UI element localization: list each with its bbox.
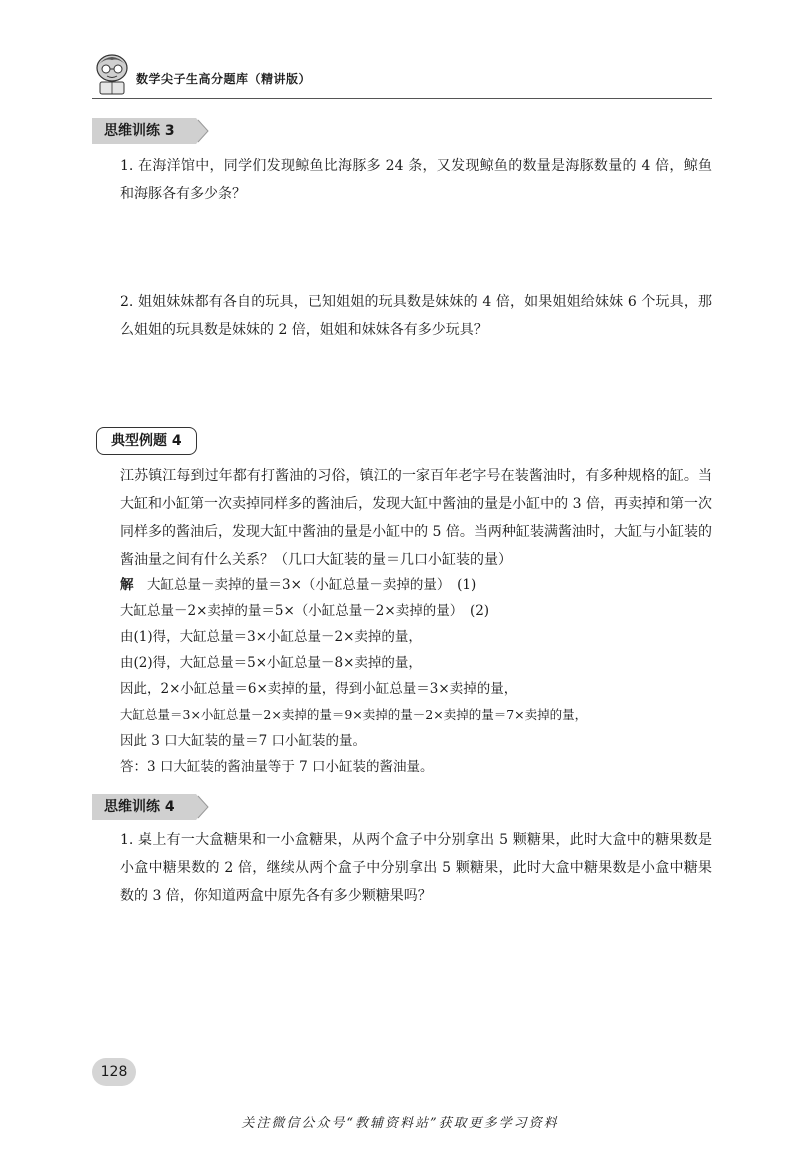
section-tag-training-4: 思维训练 4 — [92, 794, 187, 820]
solution-line-3: 由(1)得，大缸总量＝3×小缸总量－2×卖掉的量， — [120, 629, 422, 645]
question-1-text: 1. 在海洋馆中，同学们发现鲸鱼比海豚多 24 条，又发现鲸鱼的数量是海豚数量的 4 倍，鲸鱼和海豚各有多少条？ — [120, 158, 712, 202]
answer-line: 答：3 口大缸装的酱油量等于 7 口小缸装的酱油量。 — [120, 759, 434, 775]
solution-line-6: 大缸总量＝3×小缸总量－2×卖掉的量＝9×卖掉的量－2×卖掉的量＝7×卖掉的量， — [120, 707, 588, 722]
mascot-icon — [92, 52, 132, 98]
example-problem-text: 江苏镇江每到过年都有打酱油的习俗，镇江的一家百年老字号在装酱油时，有多种规格的缸。当大缸和小缸第一次卖掉同样多的酱油后，发现大缸中酱油的量是小缸中的 3 倍，再卖掉和第一次同样多的酱油后，发现大缸中酱油的量是小缸中的 5 倍。当两种缸装满酱油时，大缸与小缸装的酱油量之间有什么关系？（几口大缸装的量＝几口小缸装的量） — [120, 468, 712, 568]
solution-line-2: 大缸总量－2×卖掉的量＝5×（小缸总量－2×卖掉的量） (2) — [120, 603, 490, 619]
question-2 — [92, 288, 712, 344]
solution-label: 解 — [120, 577, 134, 593]
header-title: 数学尖子生高分题库（精讲版） — [136, 72, 312, 86]
header-divider — [92, 98, 712, 99]
question-2-text: 2. 姐姐妹妹都有各自的玩具，已知姐姐的玩具数是妹妹的 4 倍，如果姐姐给妹妹 6 个玩具，那么姐姐的玩具数是妹妹的 2 倍，姐姐和妹妹各有多少玩具？ — [120, 294, 712, 338]
solution-line-4: 由(2)得，大缸总量＝5×小缸总量－8×卖掉的量， — [120, 655, 422, 671]
page-header — [92, 52, 712, 100]
solution-line-1: 解 大缸总量－卖掉的量＝3×（小缸总量－卖掉的量） (1) — [120, 577, 477, 593]
question-3 — [92, 826, 712, 910]
example-tag: 典型例题 4 — [96, 427, 197, 455]
tag-arrow-icon — [186, 794, 210, 820]
page-number: 128 — [92, 1058, 136, 1086]
example-problem — [92, 462, 712, 574]
question-1 — [92, 152, 712, 208]
solution-line-5: 因此，2×小缸总量＝6×卖掉的量，得到小缸总量＝3×卖掉的量， — [120, 681, 518, 697]
solution-line-7: 因此 3 口大缸装的量＝7 口小缸装的量。 — [120, 733, 367, 749]
question-3-text: 1. 桌上有一大盒糖果和一小盒糖果，从两个盒子中分别拿出 5 颗糖果，此时大盒中的糖果数是小盒中糖果数的 2 倍，继续从两个盒子中分别拿出 5 颗糖果，此时大盒中糖果数是小盒中糖果数的 3 倍，你知道两盒中原先各有多少颗糖果吗？ — [120, 832, 712, 904]
section-tag-training-3: 思维训练 3 — [92, 118, 187, 144]
tag-arrow-icon — [186, 118, 210, 144]
footer-note: 关注微信公众号“教辅资料站”获取更多学习资料 — [241, 1116, 559, 1131]
solution-block — [120, 572, 720, 780]
